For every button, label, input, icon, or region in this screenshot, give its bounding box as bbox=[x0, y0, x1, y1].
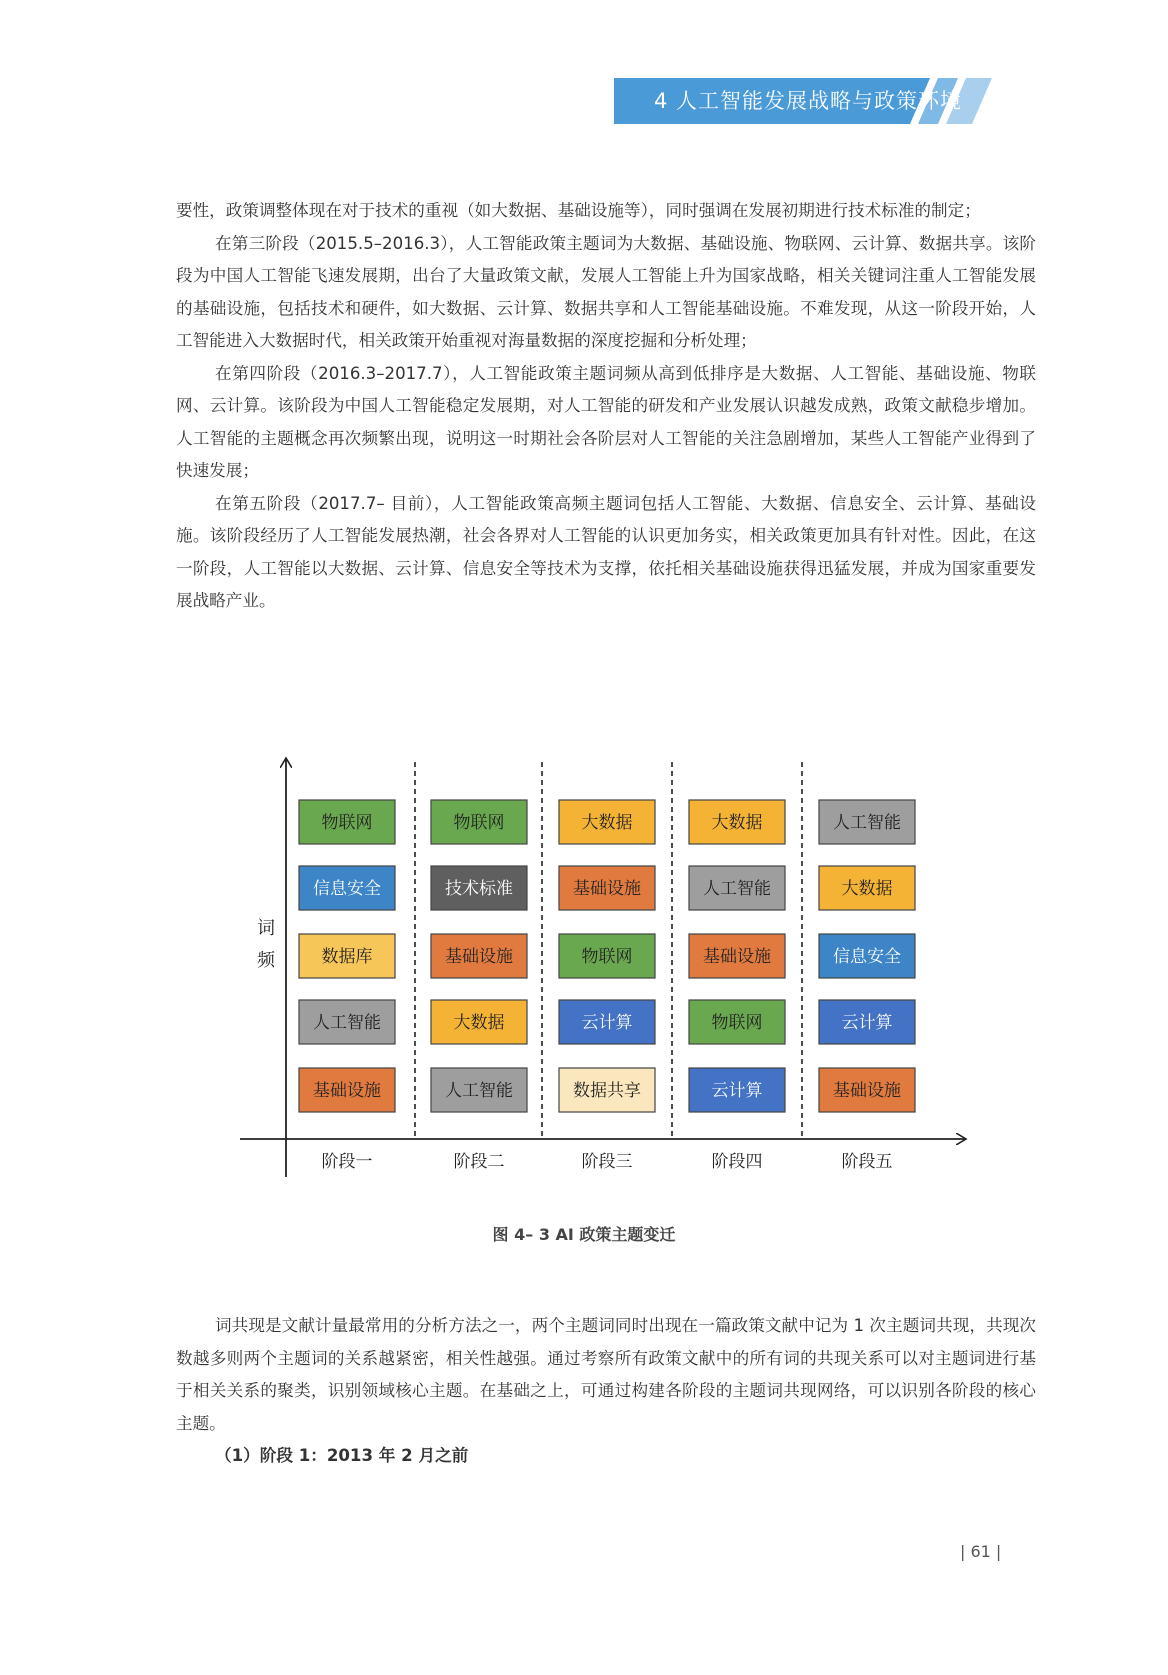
body-text-top bbox=[176, 195, 1036, 618]
topic-label: 大数据 bbox=[711, 813, 763, 833]
stage-label: 阶段四 bbox=[711, 1152, 763, 1172]
topic-label: 人工智能 bbox=[833, 813, 901, 833]
page-number: | 61 | bbox=[960, 1542, 1002, 1561]
topic-label: 基础设施 bbox=[445, 947, 513, 967]
stage-label: 阶段三 bbox=[581, 1152, 633, 1172]
stage-label: 阶段五 bbox=[841, 1152, 893, 1172]
topic-label: 技术标准 bbox=[445, 879, 513, 899]
topic-label: 大数据 bbox=[581, 813, 633, 833]
topic-label: 人工智能 bbox=[445, 1081, 513, 1101]
section-subheading: （1）阶段 1：2013 年 2 月之前 bbox=[215, 1446, 469, 1465]
topic-label: 基础设施 bbox=[703, 947, 771, 967]
stage-label: 阶段一 bbox=[321, 1152, 373, 1172]
topic-label: 云计算 bbox=[581, 1013, 633, 1033]
topic-label: 人工智能 bbox=[313, 1013, 381, 1033]
topic-label: 物联网 bbox=[453, 813, 505, 833]
policy-topic-figure bbox=[0, 740, 1168, 1200]
stage-label: 阶段二 bbox=[453, 1152, 505, 1172]
chapter-title: 4 人工智能发展战略与政策环境 bbox=[654, 89, 963, 113]
paragraph: 在第四阶段（2016.3–2017.7），人工智能政策主题词频从高到低排序是大数据、人工智能、基础设施、物联网、云计算。该阶段为中国人工智能稳定发展期，对人工智能的研发和产业发展认识越发成熟，政策文献稳步增加。人工智能的主题概念再次频繁出现，说明这一时期社会各阶层对人工智能的关注急剧增加，某些人工智能产业得到了快速发展； bbox=[176, 363, 1036, 480]
topic-label: 基础设施 bbox=[573, 879, 641, 899]
paragraph: 词共现是文献计量最常用的分析方法之一，两个主题词同时出现在一篇政策文献中记为 1 次主题词共现，共现次数越多则两个主题词的关系越紧密，相关性越强。通过考察所有政策文献中的所有词的共现关系可以对主题词进行基于相关关系的聚类，识别领域核心主题。在基础之上，可通过构建各阶段的主题词共现网络，可以识别各阶段的核心主题。 bbox=[176, 1316, 1036, 1433]
topic-label: 物联网 bbox=[581, 947, 633, 967]
topic-label: 数据库 bbox=[321, 947, 373, 967]
topic-label: 数据共享 bbox=[573, 1081, 641, 1101]
topic-label: 物联网 bbox=[711, 1013, 763, 1033]
topic-label: 物联网 bbox=[321, 813, 373, 833]
policy-topic-diagram bbox=[0, 740, 1168, 1200]
figure-caption: 图 4– 3 AI 政策主题变迁 bbox=[492, 1225, 676, 1244]
paragraph: 要性，政策调整体现在对于技术的重视（如大数据、基础设施等），同时强调在发展初期进行技术标准的制定； bbox=[176, 201, 981, 220]
topic-label: 大数据 bbox=[453, 1013, 505, 1033]
y-axis-label: 频 bbox=[257, 950, 275, 971]
topic-label: 人工智能 bbox=[703, 879, 771, 899]
paragraph: 在第三阶段（2015.5–2016.3），人工智能政策主题词为大数据、基础设施、物联网、云计算、数据共享。该阶段为中国人工智能飞速发展期，出台了大量政策文献，发展人工智能上升为国家战略，相关关键词注重人工智能发展的基础设施，包括技术和硬件，如大数据、云计算、数据共享和人工智能基础设施。不难发现，从这一阶段开始，人工智能进入大数据时代，相关政策开始重视对海量数据的深度挖掘和分析处理； bbox=[176, 233, 1036, 350]
y-axis-label: 词 bbox=[257, 918, 275, 939]
topic-label: 基础设施 bbox=[313, 1081, 381, 1101]
topic-label: 信息安全 bbox=[833, 947, 901, 967]
topic-label: 信息安全 bbox=[313, 879, 381, 899]
topic-label: 云计算 bbox=[711, 1081, 763, 1101]
topic-label: 基础设施 bbox=[833, 1081, 901, 1101]
topic-label: 云计算 bbox=[841, 1013, 893, 1033]
topic-label: 大数据 bbox=[841, 879, 893, 899]
body-text-bottom bbox=[176, 1310, 1036, 1473]
paragraph: 在第五阶段（2017.7– 目前），人工智能政策高频主题词包括人工智能、大数据、信息安全、云计算、基础设施。该阶段经历了人工智能发展热潮，社会各界对人工智能的认识更加务实，相关政策更加具有针对性。因此，在这一阶段，人工智能以大数据、云计算、信息安全等技术为支撑，依托相关基础设施获得迅猛发展，并成为国家重要发展战略产业。 bbox=[176, 493, 1036, 610]
